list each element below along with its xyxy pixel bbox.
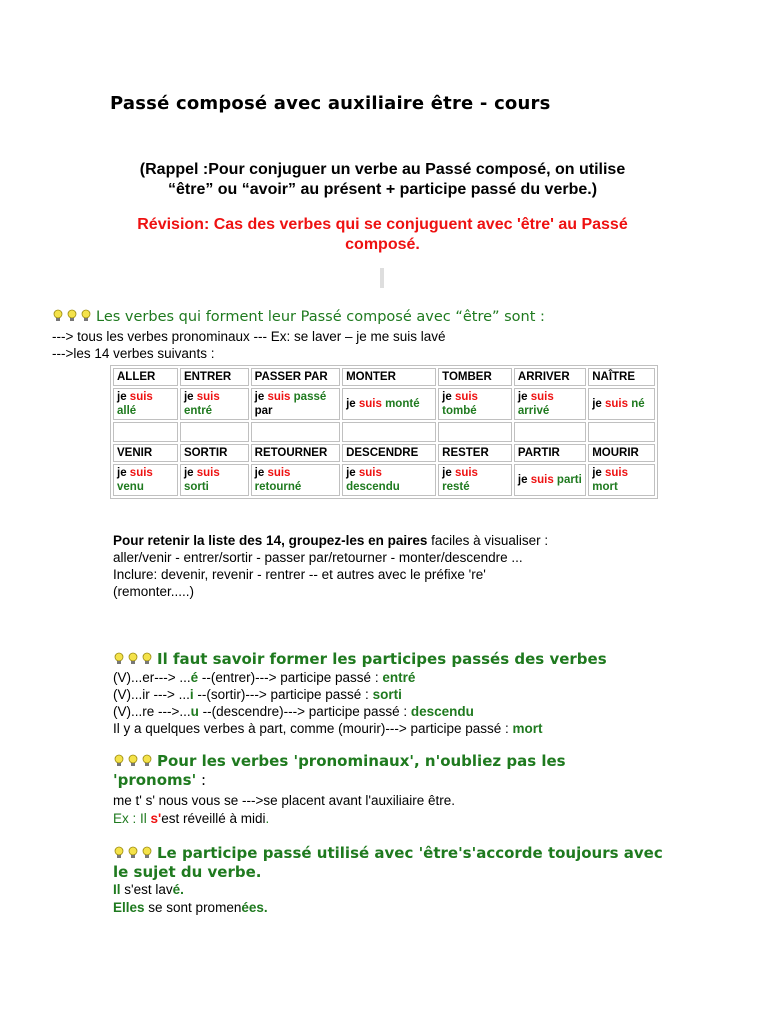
table-row (113, 388, 655, 420)
verb-header-cell: NAÎTRE (588, 368, 655, 386)
pronouns-heading-line-1: Pour les verbes 'pronominaux', n'oubliez pas les (157, 752, 566, 770)
revision-line-1: Révision: Cas des verbes qui se conjuguent avec 'être' au Passé (137, 216, 628, 233)
verb-header-cell: PASSER PAR (251, 368, 340, 386)
rappel-line-2: “être” ou “avoir” au présent + participe passé du verbe.) (167, 181, 598, 198)
conjugation-cell: je suis mort (588, 464, 655, 496)
agreement-examples (113, 881, 268, 917)
empty-cell (438, 422, 512, 442)
memorize-bold: Pour retenir la liste des 14, groupez-les en paires (113, 533, 428, 548)
verb-header-cell: MOURIR (588, 444, 655, 462)
revision-heading (110, 215, 655, 255)
conjugation-cell: je suis parti (514, 464, 586, 496)
rule-er: (V)...er---> ...é --(entrer)---> participe passé : entré (113, 670, 416, 685)
agreement-example-1: Il s'est lavé. (113, 882, 184, 897)
pairs-line: aller/venir - entrer/sortir - passer par/retourner - monter/descendre ... (113, 550, 523, 565)
memorize-rest: faciles à visualiser : (427, 533, 549, 548)
empty-cell (113, 422, 178, 442)
table-header-row (113, 368, 655, 386)
verb-header-cell: VENIR (113, 444, 178, 462)
participles-heading-text: Il faut savoir former les participes passés des verbes (157, 650, 607, 668)
verb-header-cell: TOMBER (438, 368, 512, 386)
conjugation-cell: je suis tombé (438, 388, 512, 420)
verb-header-cell: DESCENDRE (342, 444, 436, 462)
conjugation-cell: je suis né (588, 388, 655, 420)
verb-header-cell: ENTRER (180, 368, 249, 386)
section-verbs-heading-text: Les verbes qui forment leur Passé composé avec “être” sont : (96, 309, 545, 325)
empty-cell (251, 422, 340, 442)
conjugation-cell: je suis passé par (251, 388, 340, 420)
rule-exception: Il y a quelques verbes à part, comme (mourir)---> participe passé : mort (113, 721, 543, 736)
lightbulb-icon (52, 309, 94, 322)
conjugation-cell: je suis descendu (342, 464, 436, 496)
pronominal-note: ---> tous les verbes pronominaux --- Ex: se laver – je me suis lavé (52, 329, 446, 344)
rule-re: (V)...re --->...u --(descendre)---> participe passé : descendu (113, 704, 474, 719)
verb-header-cell: MONTER (342, 368, 436, 386)
verb-header-cell: PARTIR (514, 444, 586, 462)
conjugation-cell: je suis entré (180, 388, 249, 420)
section-verbs-lines (52, 328, 446, 362)
conjugation-cell: je suis allé (113, 388, 178, 420)
rappel-note (110, 160, 655, 200)
revision-line-2: composé. (345, 236, 420, 253)
empty-cell (342, 422, 436, 442)
pronouns-lines (113, 792, 455, 827)
table-header-row (113, 444, 655, 462)
remonter-line: (remonter.....) (113, 584, 195, 599)
include-line: Inclure: devenir, revenir - rentrer -- et autres avec le préfixe 're' (113, 567, 486, 582)
rule-ir: (V)...ir ---> ...i --(sortir)---> participe passé : sorti (113, 687, 402, 702)
table-empty-row (113, 422, 655, 442)
lightbulb-icon (113, 754, 155, 767)
verb-header-cell: ARRIVER (514, 368, 586, 386)
page-title: Passé composé avec auxiliaire être - cours (110, 93, 551, 114)
verb-header-cell: RESTER (438, 444, 512, 462)
verbs-table (110, 365, 658, 499)
conjugation-cell: je suis resté (438, 464, 512, 496)
fourteen-verbs-note: --->les 14 verbes suivants : (52, 346, 215, 361)
verb-header-cell: ALLER (113, 368, 178, 386)
pronouns-example: Ex : Il s'est réveillé à midi. (113, 810, 270, 826)
conjugation-cell: je suis sorti (180, 464, 249, 496)
agreement-heading-line-1: Le participe passé utilisé avec 'être's'accorde toujours avec (157, 844, 663, 862)
agreement-example-2: Elles se sont promenées. (113, 900, 268, 915)
pronouns-list: me t' s' nous vous se --->se placent avant l'auxiliaire être. (113, 793, 456, 808)
lightbulb-icon (113, 652, 155, 665)
verb-header-cell: SORTIR (180, 444, 249, 462)
empty-cell (514, 422, 586, 442)
conjugation-cell: je suis venu (113, 464, 178, 496)
conjugation-cell: je suis monté (342, 388, 436, 420)
section-verbs-heading (52, 309, 545, 325)
empty-cell (588, 422, 655, 442)
participles-rules (113, 669, 543, 737)
memorize-tip (113, 532, 548, 600)
table-row (113, 464, 655, 496)
conjugation-cell: je suis retourné (251, 464, 340, 496)
verb-header-cell: RETOURNER (251, 444, 340, 462)
agreement-heading-line-2: le sujet du verbe. (113, 863, 262, 881)
lightbulb-icon (113, 846, 155, 859)
pronouns-heading: Pour les verbes 'pronominaux', n'oubliez pas les 'pronoms' : (113, 752, 566, 789)
rappel-line-1: (Rappel :Pour conjuguer un verbe au Passé composé, on utilise (139, 161, 626, 178)
agreement-heading (113, 844, 663, 882)
pronouns-heading-line-2: 'pronoms' (113, 771, 197, 789)
participles-heading (113, 650, 607, 668)
text-cursor-mark (380, 268, 384, 288)
empty-cell (180, 422, 249, 442)
conjugation-cell: je suis arrivé (514, 388, 586, 420)
